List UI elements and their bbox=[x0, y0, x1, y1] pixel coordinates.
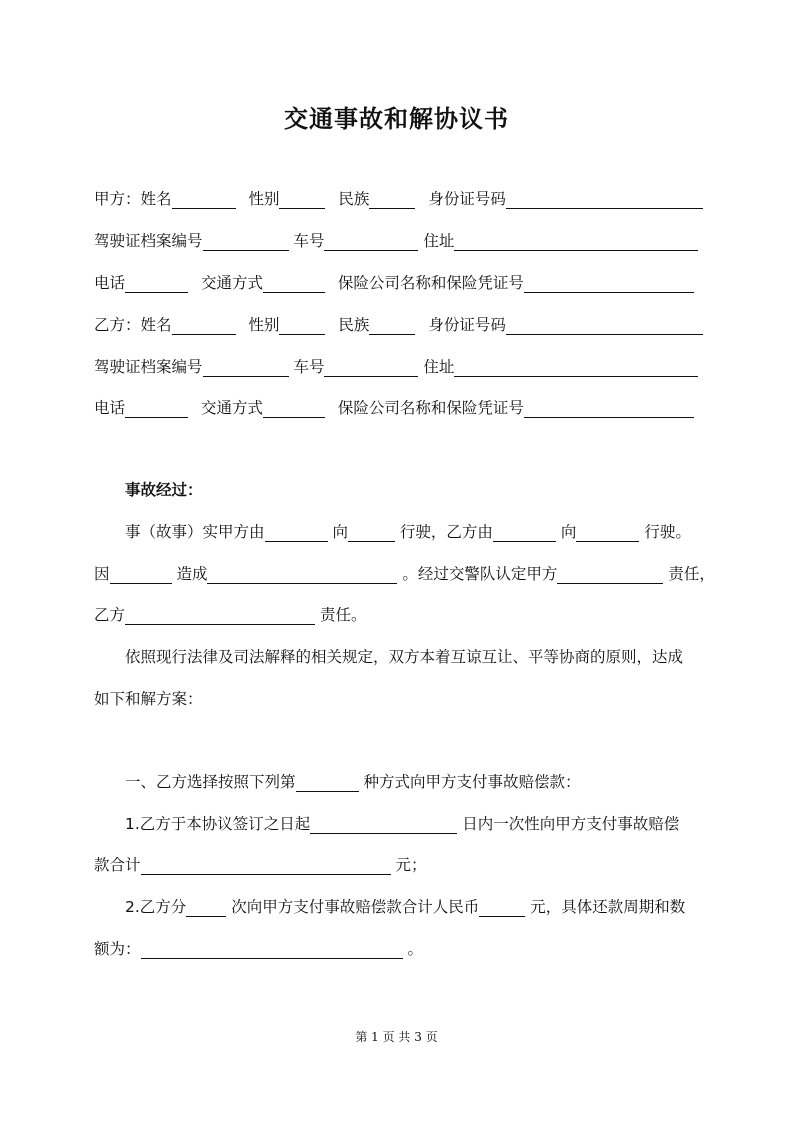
party-b-row-3 bbox=[94, 398, 704, 418]
blank-field[interactable] bbox=[125, 398, 188, 418]
accident-heading: 事故经过： bbox=[125, 481, 203, 499]
blank-field[interactable] bbox=[454, 231, 698, 251]
label: 行驶，乙方由 bbox=[399, 523, 493, 541]
option-1-line-1 bbox=[125, 814, 705, 834]
label: 1.乙方于本协议签订之日起 bbox=[125, 815, 311, 833]
label: 保险公司名称和保险凭证号 bbox=[337, 274, 524, 292]
label: 日内一次性向甲方支付事故赔偿 bbox=[462, 815, 680, 833]
blank-field[interactable] bbox=[265, 522, 328, 542]
party-a-row-1 bbox=[94, 189, 704, 209]
label: 车号 bbox=[293, 232, 325, 250]
label: 性别 bbox=[248, 316, 280, 334]
option-2-line-2 bbox=[94, 939, 704, 959]
label: 身份证号码 bbox=[428, 190, 506, 208]
blank-field[interactable] bbox=[324, 231, 418, 251]
label: 事（故事）实甲方由 bbox=[125, 523, 265, 541]
party-b-row-1 bbox=[94, 315, 704, 335]
blank-field[interactable] bbox=[348, 522, 395, 542]
blank-field[interactable] bbox=[263, 398, 325, 418]
label: 民族 bbox=[338, 190, 370, 208]
blank-field[interactable] bbox=[454, 357, 698, 377]
label: 。经过交警队认定甲方 bbox=[402, 565, 558, 583]
blank-field[interactable] bbox=[263, 273, 325, 293]
blank-field[interactable] bbox=[324, 357, 418, 377]
blank-field[interactable] bbox=[141, 855, 391, 875]
blank-field[interactable] bbox=[524, 273, 694, 293]
option-2-line-1 bbox=[125, 897, 705, 917]
blank-field[interactable] bbox=[576, 522, 639, 542]
blank-field[interactable] bbox=[141, 939, 403, 959]
document-title: 交通事故和解协议书 bbox=[284, 104, 509, 133]
blank-field[interactable] bbox=[125, 605, 315, 625]
blank-field[interactable] bbox=[110, 564, 172, 584]
label: 责任， bbox=[668, 565, 715, 583]
label: 元，具体还款周期和数 bbox=[530, 898, 686, 916]
page-footer: 第 1 页 共 3 页 bbox=[355, 1030, 438, 1044]
label: 交通方式 bbox=[200, 274, 263, 292]
label: 交通方式 bbox=[200, 399, 263, 417]
blank-field[interactable] bbox=[172, 315, 236, 335]
blank-field[interactable] bbox=[203, 357, 289, 377]
blank-field[interactable] bbox=[557, 564, 663, 584]
blank-field[interactable] bbox=[524, 398, 694, 418]
blank-field[interactable] bbox=[493, 522, 556, 542]
label: 驾驶证档案编号 bbox=[94, 358, 203, 376]
label: 一、乙方选择按照下列第 bbox=[125, 773, 296, 791]
accident-line-2 bbox=[94, 564, 715, 584]
label: 责任。 bbox=[319, 606, 367, 624]
party-a-row-2 bbox=[94, 231, 704, 251]
label: 甲方：姓名 bbox=[94, 190, 172, 208]
label: 电话 bbox=[94, 399, 126, 417]
label: 2.乙方分 bbox=[125, 898, 187, 916]
blank-field[interactable] bbox=[172, 189, 236, 209]
label: 行驶。 bbox=[644, 523, 691, 541]
label: 保险公司名称和保险凭证号 bbox=[337, 399, 524, 417]
label: 乙方 bbox=[94, 606, 126, 624]
label: 住址 bbox=[423, 358, 455, 376]
clause-1-line-1 bbox=[125, 772, 705, 792]
label: 向 bbox=[560, 523, 577, 541]
blank-field[interactable] bbox=[506, 315, 703, 335]
blank-field[interactable] bbox=[207, 564, 397, 584]
blank-field[interactable] bbox=[369, 315, 415, 335]
label: 住址 bbox=[423, 232, 455, 250]
accident-line-1 bbox=[125, 522, 705, 542]
blank-field[interactable] bbox=[506, 189, 703, 209]
label: 元； bbox=[395, 856, 427, 874]
label: 。 bbox=[407, 940, 423, 958]
basis-line-1: 依照现行法律及司法解释的相关规定，双方本着互谅互让、平等协商的原则，达成 bbox=[125, 648, 684, 666]
blank-field[interactable] bbox=[203, 231, 289, 251]
blank-field[interactable] bbox=[310, 814, 457, 834]
label: 向 bbox=[332, 523, 348, 541]
label: 次向甲方支付事故赔偿款合计人民币 bbox=[231, 898, 480, 916]
blank-field[interactable] bbox=[279, 189, 325, 209]
label: 乙方：姓名 bbox=[94, 316, 172, 334]
blank-field[interactable] bbox=[479, 897, 525, 917]
blank-field[interactable] bbox=[369, 189, 415, 209]
label: 种方式向甲方支付事故赔偿款： bbox=[363, 773, 581, 791]
label: 性别 bbox=[248, 190, 280, 208]
label: 身份证号码 bbox=[428, 316, 506, 334]
blank-field[interactable] bbox=[186, 897, 226, 917]
label: 因 bbox=[94, 565, 110, 583]
label: 款合计 bbox=[94, 856, 141, 874]
label: 额为： bbox=[94, 940, 141, 958]
blank-field[interactable] bbox=[296, 772, 359, 792]
label: 民族 bbox=[338, 316, 370, 334]
label: 车号 bbox=[293, 358, 325, 376]
accident-line-3 bbox=[94, 605, 704, 625]
option-1-line-2 bbox=[94, 855, 704, 875]
blank-field[interactable] bbox=[125, 273, 188, 293]
label: 造成 bbox=[176, 565, 208, 583]
party-b-row-2 bbox=[94, 357, 704, 377]
basis-line-2: 如下和解方案： bbox=[94, 690, 203, 708]
label: 驾驶证档案编号 bbox=[94, 232, 203, 250]
label: 电话 bbox=[94, 274, 126, 292]
blank-field[interactable] bbox=[279, 315, 325, 335]
party-a-row-3 bbox=[94, 273, 704, 293]
